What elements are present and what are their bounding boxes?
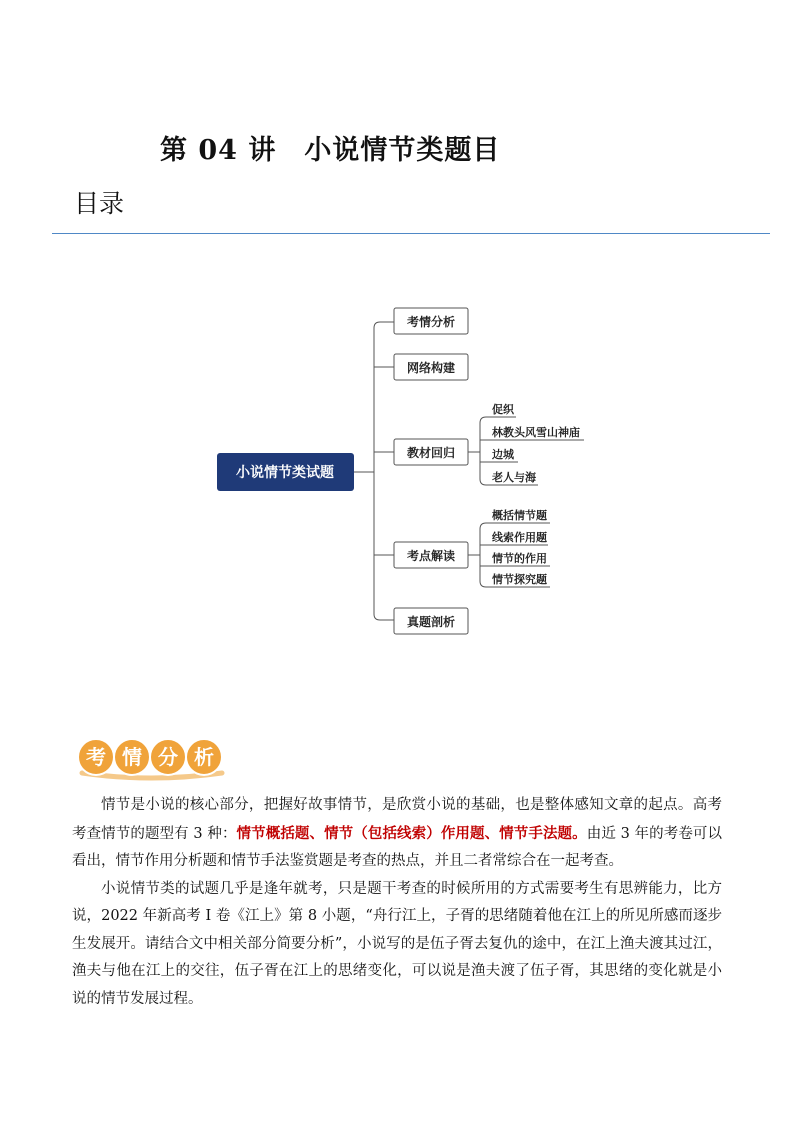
paragraph-1-part1: 情节是小说的核心部分，把握好故事情节，是欣赏小说的基础，也是整体感知文章的起点。高考考查情节的题型有 3 种： (72, 797, 722, 842)
leaf-gaikuo: 概括情节题 (492, 509, 547, 522)
branch-wangluo: 网络构建 (406, 361, 456, 375)
branch-kaoqing: 考情分析 (406, 315, 456, 329)
leaf-biancheng: 边城 (492, 448, 514, 461)
leaf-cuzhi: 促织 (492, 403, 514, 416)
page-title: 第 04 讲 小说情节类题目 (160, 135, 501, 166)
paragraph-1 (72, 792, 722, 876)
badge-char-3: 分 (158, 745, 178, 769)
branch-jiaocai: 教材回归 (406, 446, 456, 460)
mind-map-root-label: 小说情节类试题 (236, 465, 334, 481)
leaf-xiansuo: 线索作用题 (492, 531, 547, 544)
branch-kaodian: 考点解读 (406, 549, 456, 563)
body-text (72, 792, 722, 1013)
paragraph-1-highlight: 情节概括题、情节（包括线索）作用题、情节手法题。 (236, 824, 587, 842)
leaf-zuoyong: 情节的作用 (492, 552, 547, 565)
branch-zhenti: 真题剖析 (406, 615, 456, 629)
paragraph-2: 小说情节类的试题几乎是逢年就考，只是题干考查的时候所用的方式需要考生有思辨能力，比方说，2022 年新高考 I 卷《江上》第 8 小题，“舟行江上，子胥的思绪随着他在江上的所见所感而逐步生发展开。请结合文中相关部分简要分析”，小说写的是伍子胥去复仇的途中，在江上渔夫渡其过江，渔夫与他在江上的交往，伍子胥在江上的思绪变化，可以说是渔夫渡了伍子胥，其思绪的变化就是小说的情节发展过程。 (72, 880, 722, 1007)
leaf-laoren: 老人与海 (492, 471, 536, 484)
kaoqing-badge (76, 736, 226, 782)
heading-rule (52, 233, 770, 234)
leaf-linjiaotou: 林教头风雪山神庙 (492, 426, 580, 439)
toc-heading: 目录 (74, 189, 125, 218)
mind-map (0, 290, 793, 650)
badge-char-4: 析 (194, 745, 214, 769)
badge-char-2: 情 (122, 745, 142, 769)
leaf-tanjiu: 情节探究题 (492, 573, 547, 586)
badge-char-1: 考 (86, 745, 106, 769)
paragraph-1-part2: 由近 3 年的考卷可以看出，情节作用分析题和情节手法鉴赏题是考查的热点，并且二者常综合在一起考查。 (72, 825, 722, 869)
